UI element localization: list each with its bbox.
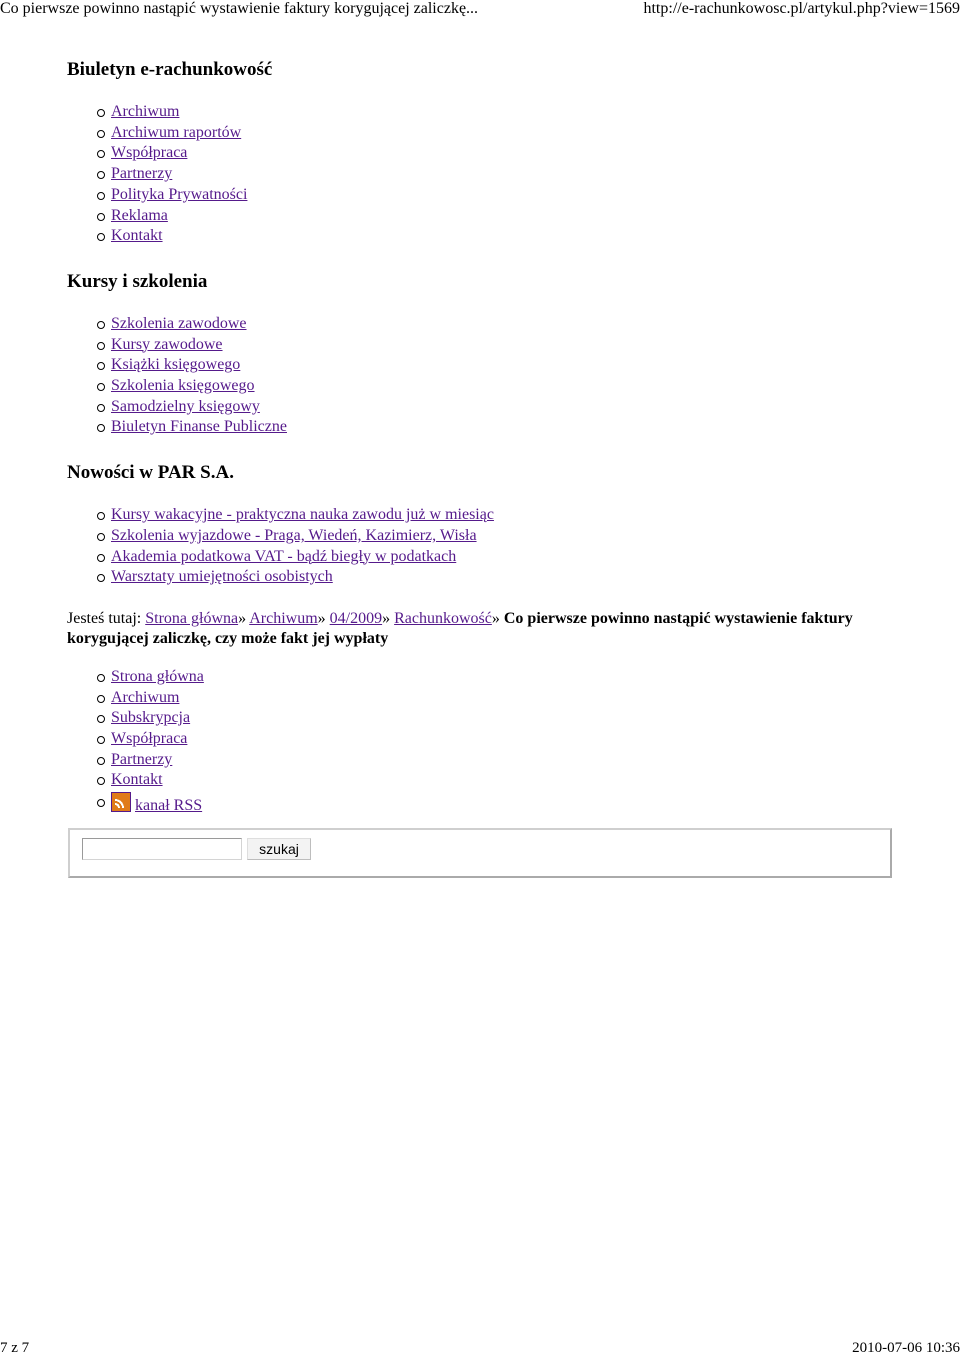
link-samodzielny-ksiegowy[interactable]: Samodzielny księgowy: [111, 397, 260, 415]
list-item: [111, 547, 927, 568]
bottom-nav-links: [67, 667, 927, 818]
link-biuletyn-finanse-publiczne[interactable]: Biuletyn Finanse Publiczne: [111, 418, 287, 436]
section-spacer: [67, 438, 927, 461]
kursy-heading: Kursy i szkolenia: [67, 270, 208, 292]
list-item: [111, 567, 927, 588]
list-item: [111, 688, 927, 709]
biuletyn-links: [67, 102, 927, 247]
link-warsztaty-umiejetnosci[interactable]: Warsztaty umiejętności osobistych: [111, 568, 333, 586]
breadcrumb-link-strona-glowna[interactable]: Strona główna: [145, 609, 239, 627]
nav-link-wspolpraca[interactable]: Współpraca: [111, 730, 188, 748]
breadcrumb-link-issue[interactable]: 04/2009: [329, 609, 383, 627]
link-kursy-wakacyjne[interactable]: Kursy wakacyjne - praktyczna nauka zawodu już w miesiąc: [111, 506, 494, 524]
list-item: [111, 123, 927, 144]
search-input[interactable]: [82, 838, 242, 860]
nav-link-kontakt[interactable]: Kontakt: [111, 771, 163, 789]
link-kontakt[interactable]: Kontakt: [111, 227, 163, 245]
list-item: [111, 102, 927, 123]
link-szkolenia-zawodowe[interactable]: Szkolenia zawodowe: [111, 314, 247, 332]
link-archiwum-raportow[interactable]: Archiwum raportów: [111, 123, 242, 141]
list-item: [111, 526, 927, 547]
nav-link-partnerzy[interactable]: Partnerzy: [111, 750, 173, 768]
link-reklama[interactable]: Reklama: [111, 206, 168, 224]
biuletyn-heading: Biuletyn e-rachunkowość: [67, 59, 273, 80]
nav-link-rss[interactable]: [111, 797, 202, 814]
nowosci-links: [67, 505, 927, 588]
search-button[interactable]: szukaj: [247, 838, 311, 860]
kursy-links: [67, 314, 927, 438]
list-item: [111, 226, 927, 247]
breadcrumb-separator: »: [382, 609, 395, 627]
rss-label: kanał RSS: [135, 797, 203, 815]
print-page-url: http://e-rachunkowosc.pl/artykul.php?view=1569: [643, 0, 960, 17]
link-wspolpraca[interactable]: Współpraca: [111, 144, 188, 162]
breadcrumb: [67, 609, 927, 650]
link-ksiazki-ksiegowego[interactable]: Książki księgowego: [111, 356, 241, 374]
list-item: [111, 729, 927, 750]
list-item: [111, 206, 927, 227]
nav-link-strona-glowna[interactable]: Strona główna: [111, 667, 204, 685]
page-number: 7 z 7: [0, 1340, 30, 1356]
breadcrumb-separator: »: [491, 609, 504, 627]
link-szkolenia-ksiegowego[interactable]: Szkolenia księgowego: [111, 377, 255, 395]
list-item: [111, 185, 927, 206]
print-datetime: 2010-07-06 10:36: [852, 1340, 960, 1356]
list-item: [111, 164, 927, 185]
print-header: [0, 0, 960, 20]
link-archiwum[interactable]: Archiwum: [111, 103, 180, 120]
list-item: [111, 397, 927, 418]
link-polityka-prywatnosci[interactable]: Polityka Prywatności: [111, 185, 248, 203]
breadcrumb-separator: »: [317, 609, 330, 627]
breadcrumb-current-article: Co pierwsze powinno nastąpić wystawienie faktury korygującej zaliczkę, czy może fakt jej wypłaty: [67, 609, 853, 648]
print-page-title: Co pierwsze powinno nastąpić wystawienie faktury korygującej zaliczkę...: [0, 0, 479, 17]
section-spacer: [67, 247, 927, 270]
list-item: [111, 335, 927, 356]
list-item: [111, 376, 927, 397]
nav-link-archiwum[interactable]: Archiwum: [111, 688, 180, 706]
link-akademia-podatkowa-vat[interactable]: Akademia podatkowa VAT - bądź biegły w podatkach: [111, 547, 457, 565]
list-item: [111, 417, 927, 438]
breadcrumb-prefix: Jesteś tutaj:: [67, 609, 146, 627]
nowosci-heading: Nowości w PAR S.A.: [67, 462, 234, 484]
link-partnerzy[interactable]: Partnerzy: [111, 165, 173, 183]
list-item: [111, 355, 927, 376]
list-item: [111, 792, 927, 818]
breadcrumb-link-archiwum[interactable]: Archiwum: [249, 609, 318, 627]
list-item: [111, 708, 927, 729]
page-content: [67, 58, 927, 818]
list-item: [111, 505, 927, 526]
link-szkolenia-wyjazdowe[interactable]: Szkolenia wyjazdowe - Praga, Wiedeń, Kazimierz, Wisła: [111, 526, 477, 544]
breadcrumb-link-rachunkowosc[interactable]: Rachunkowość: [394, 609, 492, 627]
list-item: [111, 143, 927, 164]
link-kursy-zawodowe[interactable]: Kursy zawodowe: [111, 335, 223, 353]
nav-link-subskrypcja[interactable]: Subskrypcja: [111, 709, 191, 727]
list-item: [111, 770, 927, 791]
print-footer: [0, 1339, 960, 1357]
breadcrumb-separator: »: [238, 609, 250, 627]
rss-feed-icon: [111, 792, 131, 812]
search-form: [68, 828, 892, 878]
list-item: [111, 667, 927, 688]
list-item: [111, 314, 927, 335]
list-item: [111, 750, 927, 771]
